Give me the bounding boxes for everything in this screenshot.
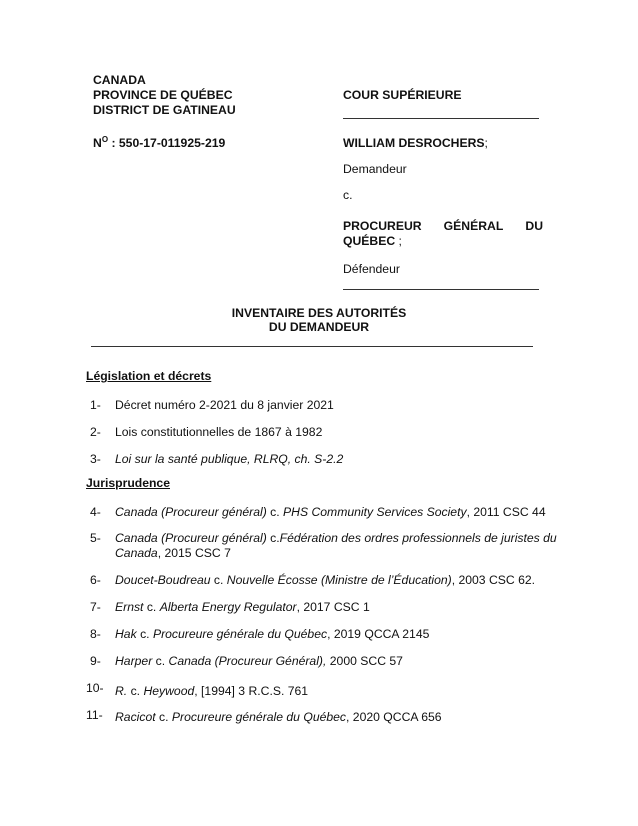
case-text-11: Racicot c. Procureure générale du Québec, 2020 QCCA 656 [115, 710, 442, 724]
defendant-word4: QUÉBEC [343, 234, 396, 248]
case-num-4: 4- [90, 505, 101, 519]
file-number [93, 136, 225, 151]
versus: c. [343, 188, 353, 202]
defendant-word1: PROCUREUR [343, 219, 422, 233]
case-num-5: 5- [90, 531, 101, 545]
file-number-sup: O [101, 134, 109, 144]
jurisdiction-district: DISTRICT DE GATINEAU [93, 103, 236, 117]
case-num-9: 9- [90, 654, 101, 668]
plaintiff [343, 136, 488, 151]
legislation-text-2: Lois constitutionnelles de 1867 à 1982 [115, 425, 323, 439]
defendant-line1 [343, 219, 543, 234]
jurisdiction-province: PROVINCE DE QUÉBEC [93, 88, 233, 102]
legislation-num-2: 2- [90, 425, 101, 439]
document-title-text1: INVENTAIRE DES AUTORITÉS [231, 306, 407, 320]
case-text-7: Ernst c. Alberta Energy Regulator, 2017 CSC 1 [115, 600, 370, 614]
plaintiff-name: WILLIAM DESROCHERS [343, 136, 485, 150]
header-rule-2 [343, 289, 539, 290]
case-num-10: 10- [86, 681, 104, 695]
defendant-suffix: ; [395, 234, 402, 248]
legislation-num-3: 3- [90, 452, 101, 466]
jurisdiction-country: CANADA [93, 73, 146, 87]
file-number-value: : 550-17-011925-219 [111, 136, 226, 150]
file-number-label: N [93, 136, 102, 150]
defendant-role: Défendeur [343, 262, 400, 276]
document-title-line2 [0, 320, 638, 335]
section-legislation: Législation et décrets [86, 369, 212, 383]
case-num-11: 11- [86, 708, 103, 722]
defendant-line2 [343, 234, 402, 249]
title-rule [91, 346, 533, 347]
case-text-6: Doucet-Boudreau c. Nouvelle Écosse (Ministre de l’Éducation), 2003 CSC 62. [115, 573, 536, 587]
case-num-8: 8- [90, 627, 101, 641]
defendant-word2: GÉNÉRAL [443, 219, 504, 233]
case-text-5: Canada (Procureur général) c.Fédération des ordres professionnels de juristes du Canada, 2015 CSC 7 [115, 531, 557, 560]
plaintiff-role: Demandeur [343, 162, 407, 176]
case-text-9: Harper c. Canada (Procureur Général), 2000 SCC 57 [115, 654, 403, 668]
case-text-10: R. c. Heywood, [1994] 3 R.C.S. 761 [115, 684, 309, 698]
case-text-4: Canada (Procureur général) c. PHS Community Services Society, 2011 CSC 44 [115, 505, 546, 519]
section-jurisprudence: Jurisprudence [86, 476, 170, 490]
case-text-8: Hak c. Procureure générale du Québec, 2019 QCCA 2145 [115, 627, 430, 641]
defendant-word3: DU [525, 219, 543, 233]
court-name: COUR SUPÉRIEURE [343, 88, 462, 102]
legislation-num-1: 1- [90, 398, 101, 412]
document-title-text2: DU DEMANDEUR [268, 320, 370, 334]
document-title-line1 [0, 306, 638, 321]
header-rule-1 [343, 118, 539, 119]
plaintiff-suffix: ; [484, 136, 488, 150]
case-num-6: 6- [90, 573, 101, 587]
legislation-text-1: Décret numéro 2-2021 du 8 janvier 2021 [115, 398, 334, 412]
case-num-7: 7- [90, 600, 101, 614]
legislation-text-3: Loi sur la santé publique, RLRQ, ch. S-2.2 [115, 452, 344, 466]
